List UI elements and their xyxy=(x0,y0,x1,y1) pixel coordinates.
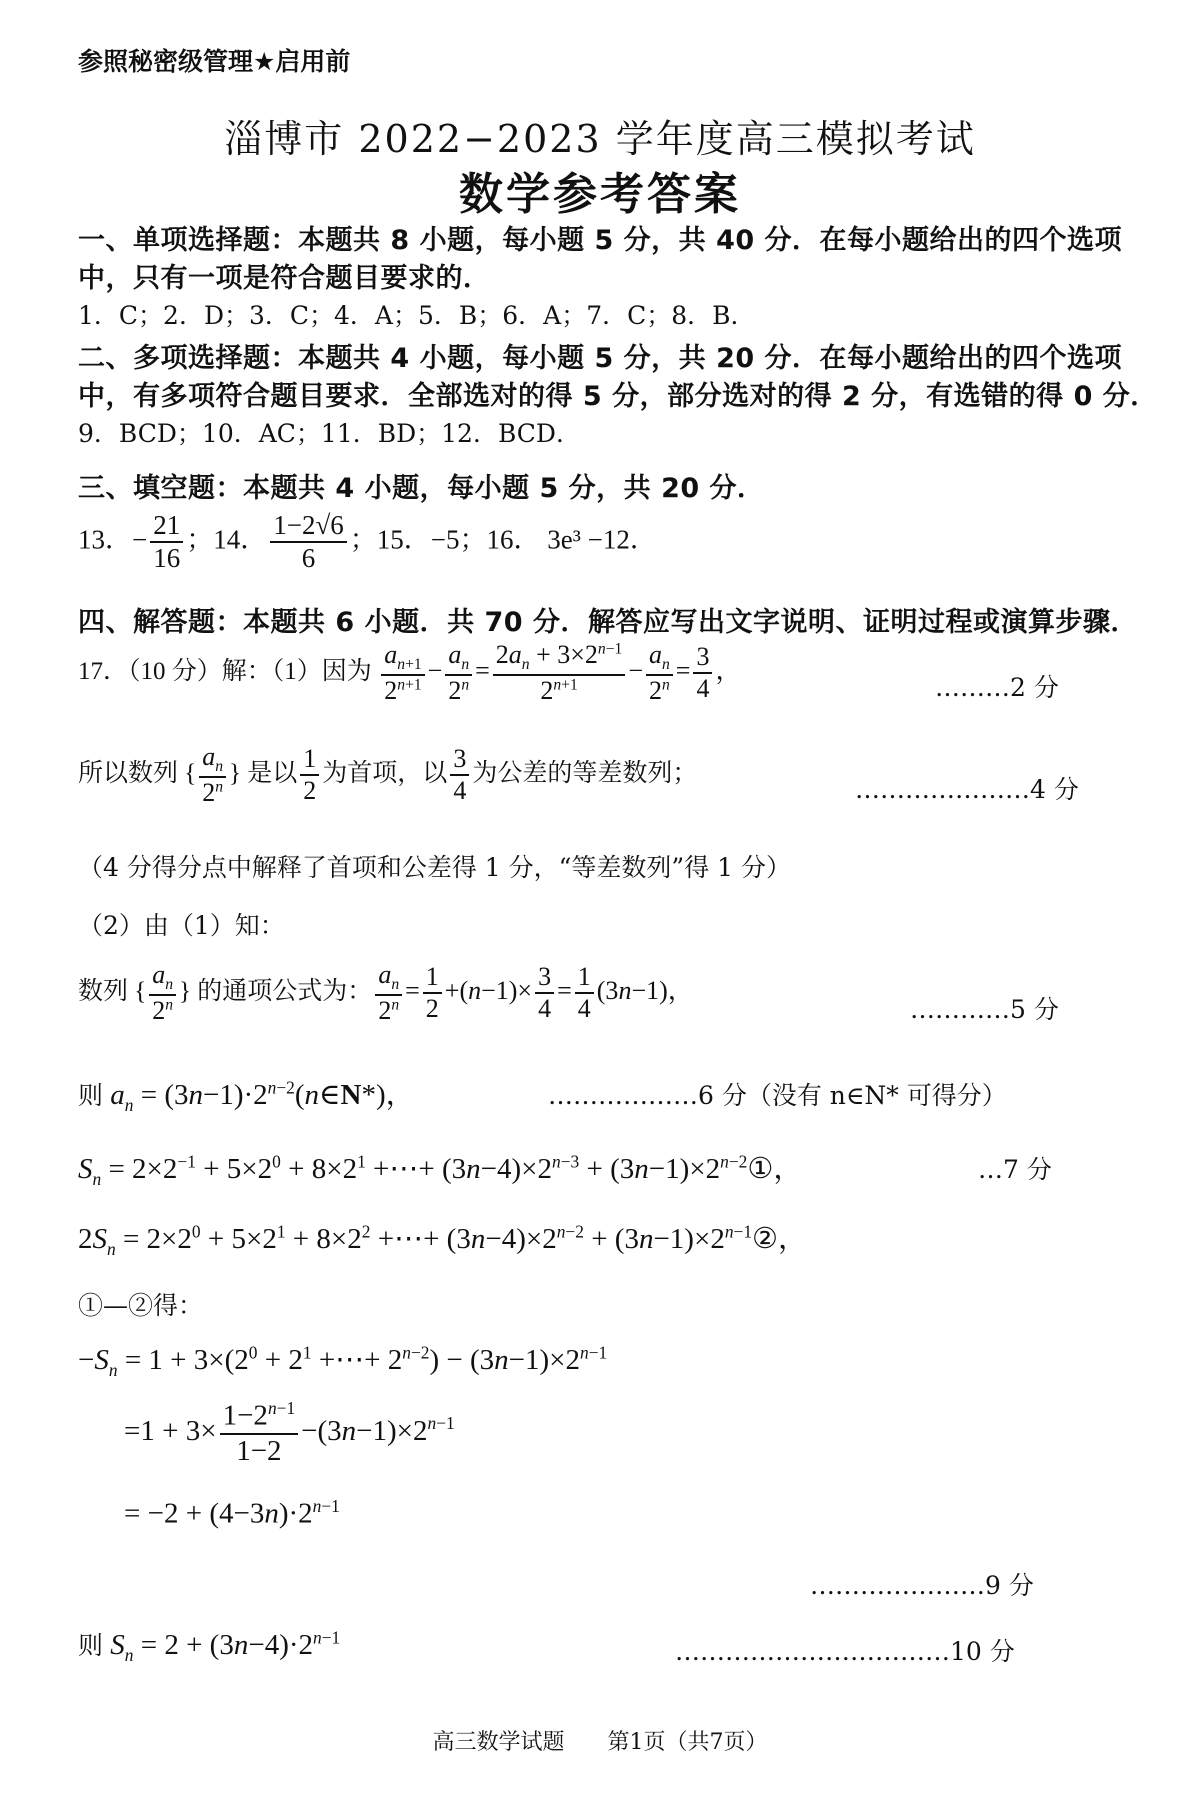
q17-diff-line2: =1 + 3× $\frac{1-2^{n-1}}{1-2}$ $-(3n-1)\times 2^{n-1}$ xyxy=(124,1398,455,1467)
page-footer xyxy=(0,1725,1200,1756)
q17-an-formula: 则 $a_n$ = $(3n-1)\cdot 2^{n-2}(n\in N*)$， xyxy=(78,1077,415,1115)
section2-heading: 二、多项选择题：本题共 4 小题，每小题 5 分，共 20 分．在每小题给出的四个选项 xyxy=(78,343,1123,374)
q16-answer: 3e³ −12． xyxy=(547,524,657,555)
score-4: …………………4 分 xyxy=(855,775,1079,804)
q17-final: 则 $S_n = 2 + (3n-4)\cdot 2^{n-1}$ xyxy=(78,1627,341,1665)
q17-general-term: 数列 { $\frac{a_n}{2^n}$ } 的通项公式为： $\frac{a_n}{2^n}$ = $\frac{1}{2}$ +(n−1)× $\frac{3}{4}$ = $\frac{1}{4}$ (3n−1)， xyxy=(78,960,694,1026)
score-9: …………………9 分 xyxy=(810,1571,1034,1600)
q17-subtract: ①—②得： xyxy=(78,1291,204,1320)
q17-conclusion: 所以数列 { $\frac{a_n}{2^n}$ } 是以 $\frac{1}{2}$ 为首项，以 $\frac{3}{4}$ 为公差的等差数列； xyxy=(78,742,698,808)
section1-answers: 1．C；2．D；3．C；4．A；5．B；6．A；7．C；8．B． xyxy=(78,301,756,330)
score-6: ………………6 分（没有 n∈N* 可得分） xyxy=(548,1081,1007,1110)
q17-part2: （2）由（1）知： xyxy=(78,911,285,940)
q17-diff-line3: = $-2 + (4-3n)\cdot 2^{n-1}$ xyxy=(124,1496,340,1530)
q14-label: ；14． xyxy=(186,524,268,555)
answer-title: 数学参考答案 xyxy=(459,169,741,220)
q13-label: 13． xyxy=(78,524,132,555)
q17-note: （4 分得分点中解释了首项和公差得 1 分，“等差数列”得 1 分） xyxy=(78,853,792,882)
q17-sn-eq1: $S_n = 2\times 2^{-1} + 5\times 2^0 + 8\times 2^1$ +⋯+ $(3n-4)\times 2^{n-3}$ + $(3n-1)\times 2^{n-2}①$， xyxy=(78,1151,803,1189)
q13-fraction: $\frac{21}{16}$ xyxy=(150,510,183,574)
confidential-label: 参照秘密级管理★启用前 xyxy=(78,47,351,76)
section1-heading-cont: 中，只有一项是符合题目要求的． xyxy=(78,263,491,294)
score-5: …………5 分 xyxy=(910,995,1059,1024)
section1-heading: 一、单项选择题：本题共 8 小题，每小题 5 分，共 40 分．在每小题给出的四个选项 xyxy=(78,225,1123,256)
section2-answers: 9．BCD；10．AC；11．BD；12．BCD． xyxy=(78,419,581,448)
q17-sn-eq2: $2S_n = 2\times 2^0 + 5\times 2^1 + 8\times 2^2$ +⋯+ $(3n-4)\times 2^{n-2}$ + $(3n-1)\times 2^{n-1}②$， xyxy=(78,1221,808,1259)
section3-heading: 三、填空题：本题共 4 小题，每小题 5 分，共 20 分． xyxy=(78,473,765,504)
q17-intro: 17．（10 分）解：（1）因为 xyxy=(78,657,372,685)
section3-answers: 13．− $\frac{21}{16}$ ；14． $\frac{1-2√6}{6}$ ；15．−5；16． 3e³ −12． xyxy=(78,510,657,574)
section2-heading-cont: 中，有多项符合题目要求．全部选对的得 5 分，部分选对的得 2 分，有选错的得 0 分． xyxy=(78,381,1158,412)
footer-page-number: 第1页（共7页） xyxy=(607,1730,768,1755)
exam-title: 淄博市 2022−2023 学年度高三模拟考试 xyxy=(224,117,976,161)
section4-heading: 四、解答题：本题共 6 小题．共 70 分．解答应写出文字说明、证明过程或演算步骤． xyxy=(78,607,1138,638)
score-2: ………2 分 xyxy=(935,673,1059,702)
q15-answer: ；15．−5；16． xyxy=(349,524,541,555)
score-10: ……………………………10 分 xyxy=(675,1637,1015,1666)
q14-fraction: $\frac{1-2√6}{6}$ xyxy=(270,510,347,574)
score-7: …7 分 xyxy=(978,1155,1052,1184)
footer-subject: 高三数学试题 xyxy=(432,1730,565,1755)
q17-diff-line1: $-S_n = 1 + 3\times(2^0 + 2^1$ +⋯+ $2^{n-2}) - (3n-1)\times 2^{n-1}$ xyxy=(78,1342,608,1380)
q17-step1: 17．（10 分）解：（1）因为 $\frac{a_{n+1}}{2^{n+1}}$ − $\frac{a_n}{2^n}$ = $\frac{2a_n + 3\times 2^{n-1}}{2^{n+1}}$ − $\frac{a_n}{2^n}$ = $\frac{3}{4}$ ， xyxy=(78,640,742,706)
